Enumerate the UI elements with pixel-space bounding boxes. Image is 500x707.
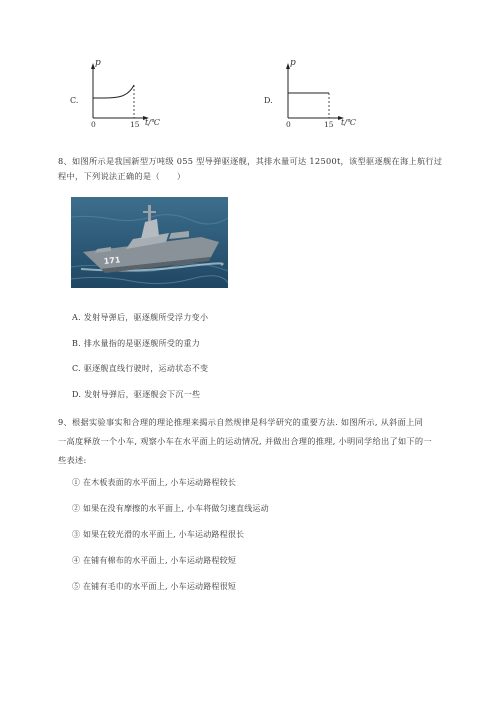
graph-d-x-label: t/℃ [341, 118, 356, 127]
option-c-label: C. [70, 96, 79, 105]
q8-stem-line1: 8、如图所示是我国新型万吨级 055 型导弹驱逐舰，其排水量可达 12500t，该型驱逐舰在海上航行过 [58, 156, 443, 166]
graph-c-mark: 15 [130, 120, 140, 129]
q9-statement-3: ③ 如果在较光滑的水平面上, 小车运动路程很长 [72, 530, 245, 539]
graph-d-origin: 0 [286, 120, 291, 129]
q9-statement-4: ④ 在铺有棉布的水平面上, 小车运动路程较短 [72, 556, 237, 565]
q9-stem-line2: 一高度释放一个小车, 观察小车在水平面上的运动情况, 并做出合理的推理, 小明同学给出了如下的一 [58, 436, 432, 446]
q8-option-c: C. 驱逐舰直线行驶时，运动状态不变 [72, 364, 209, 373]
q9-statement-5: ⑤ 在铺有毛巾的水平面上, 小车运动路程很短 [72, 582, 237, 591]
graph-c-x-label: t/℃ [145, 118, 160, 127]
q9-stem-line3: 些表述: [58, 455, 87, 465]
q8-option-b: B. 排水量指的是驱逐舰所受的重力 [72, 339, 201, 348]
graph-c-y-label: p [95, 58, 101, 68]
graph-d-mark: 15 [324, 120, 334, 129]
graph-c-origin: 0 [91, 120, 96, 129]
curve-c [93, 85, 134, 98]
q9-stem-line1: 9、根据实验事实和合理的理论推理来揭示自然规律是科学研究的重要方法. 如图所示, 从斜面上同 [58, 417, 424, 427]
destroyer-photo [71, 197, 228, 288]
q8-option-a: A. 发射导弹后，驱逐舰所受浮力变小 [72, 313, 209, 322]
q9-statement-2: ② 如果在没有摩擦的水平面上, 小车将做匀速直线运动 [72, 504, 269, 513]
q9-statement-1: ① 在木板表面的水平面上, 小车运动路程较长 [72, 478, 237, 487]
option-d-label: D. [264, 96, 273, 105]
ship-hull-number: 171 [103, 255, 121, 266]
q8-option-d: D. 发射导弹后，驱逐舰会下沉一些 [72, 390, 201, 399]
q8-stem-line2: 程中，下列说法正确的是（ ） [58, 171, 186, 181]
graph-d-y-label: p [290, 58, 296, 68]
